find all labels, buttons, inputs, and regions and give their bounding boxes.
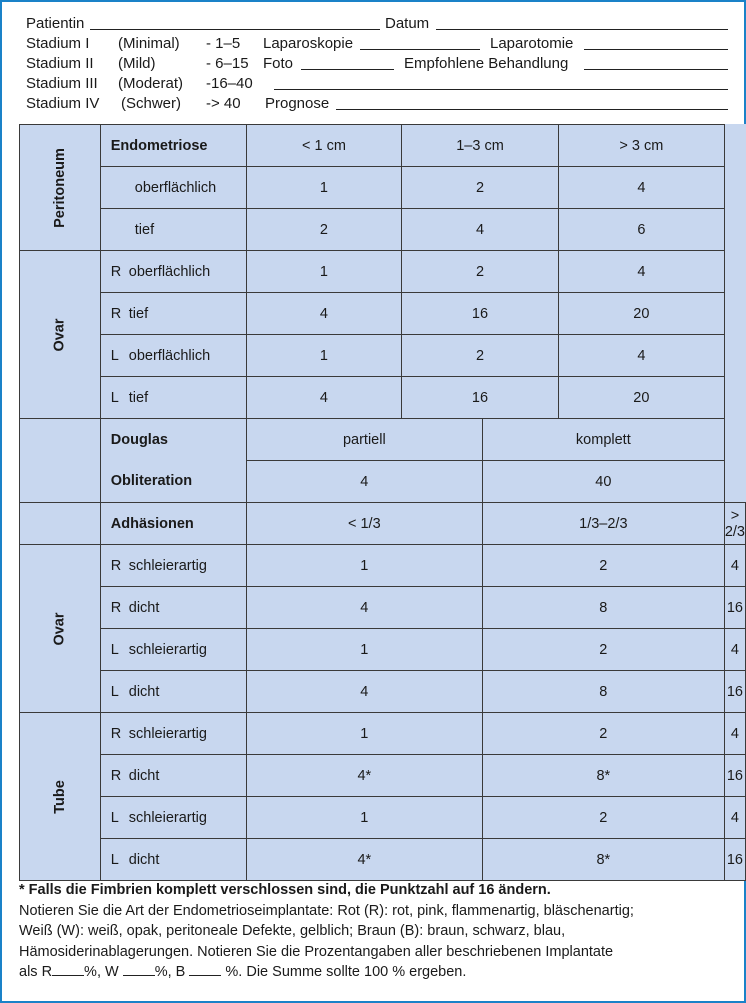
date-label: Datum	[385, 15, 430, 32]
table-row	[20, 251, 746, 293]
group-tube-adhesions: Tube	[20, 713, 101, 881]
col-header: komplett	[482, 419, 724, 461]
score-cell[interactable]: 4	[724, 629, 745, 671]
treatment-field[interactable]	[584, 54, 728, 70]
row-label: R dicht	[100, 587, 246, 629]
stage-row-2	[26, 54, 728, 74]
col-header: 1–3 cm	[402, 125, 559, 167]
score-cell[interactable]: 2	[402, 251, 559, 293]
score-cell[interactable]: 16	[724, 839, 745, 881]
douglas-header-row	[20, 419, 746, 461]
stage-row-1	[26, 34, 728, 54]
col-header: 1/3–2/3	[482, 503, 724, 545]
douglas-values-row	[20, 461, 746, 503]
group-douglas-empty	[20, 419, 101, 503]
table-row	[20, 167, 746, 209]
score-cell[interactable]: 20	[558, 293, 724, 335]
score-cell[interactable]: 8*	[482, 755, 724, 797]
score-cell[interactable]: 2	[402, 335, 559, 377]
group-adhesions-empty	[20, 503, 101, 545]
row-label: L dicht	[100, 839, 246, 881]
score-cell[interactable]: 4*	[246, 755, 482, 797]
date-field[interactable]	[436, 14, 728, 30]
photo-field[interactable]	[301, 54, 394, 70]
table-row	[20, 587, 746, 629]
prognosis-label: Prognose	[265, 95, 330, 112]
score-cell[interactable]: 4	[558, 335, 724, 377]
table-row	[20, 755, 746, 797]
score-cell[interactable]: 1	[246, 713, 482, 755]
table-row	[20, 713, 746, 755]
footer-text-3: Hämosiderinablagerungen. Notieren Sie die Prozentangaben aller beschriebenen Implantate	[19, 943, 614, 960]
row-label: L schleierartig	[100, 629, 246, 671]
stage-name: Stadium I	[26, 35, 90, 52]
score-cell[interactable]: 4	[724, 545, 745, 587]
stage-name: Stadium II	[26, 55, 94, 72]
col-header: > 3 cm	[558, 125, 724, 167]
table-row	[20, 209, 746, 251]
score-cell[interactable]: 4	[246, 461, 482, 503]
score-cell[interactable]: 16	[724, 671, 745, 713]
footer-text-2: Weiß (W): weiß, opak, peritoneale Defekte, gelblich; Braun (B): braun, schwarz, blau,	[19, 923, 566, 939]
group-ovar-endometriosis: Ovar	[20, 251, 101, 419]
score-cell[interactable]: 8	[482, 671, 724, 713]
patient-row	[26, 14, 728, 34]
score-cell[interactable]: 16	[402, 377, 559, 419]
footnotes	[19, 880, 729, 983]
form-header	[26, 14, 728, 114]
white-percent-field[interactable]	[123, 963, 155, 976]
prognosis-field[interactable]	[336, 94, 728, 110]
row-label: L oberflächlich	[100, 335, 246, 377]
row-label: tief	[100, 209, 246, 251]
table-row	[20, 293, 746, 335]
adhesions-header-row	[20, 503, 746, 545]
score-cell[interactable]: 4	[724, 797, 745, 839]
table-row	[20, 377, 746, 419]
score-cell[interactable]: 4	[558, 251, 724, 293]
table-row	[20, 629, 746, 671]
score-cell[interactable]: 4*	[246, 839, 482, 881]
score-cell[interactable]: 40	[482, 461, 724, 503]
score-cell[interactable]: 4	[558, 167, 724, 209]
score-cell[interactable]: 2	[482, 629, 724, 671]
endometriosis-header: Endometriose	[100, 125, 246, 167]
laparoscopy-field[interactable]	[360, 34, 480, 50]
group-peritoneum: Peritoneum	[20, 125, 101, 251]
table-row	[20, 545, 746, 587]
table-row	[20, 839, 746, 881]
patient-field[interactable]	[90, 14, 380, 30]
stage-range: - 6–15	[206, 55, 249, 72]
row-label: L tief	[100, 377, 246, 419]
row-label: R schleierartig	[100, 713, 246, 755]
score-cell[interactable]: 16	[724, 587, 745, 629]
laparotomy-label: Laparotomie	[490, 35, 574, 52]
treatment-label: Empfohlene Behandlung	[404, 55, 569, 72]
score-cell[interactable]: 4	[402, 209, 559, 251]
col-header: partiell	[246, 419, 482, 461]
douglas-label: Douglas	[100, 419, 246, 461]
row-label: oberflächlich	[100, 167, 246, 209]
footer-text-1: Notieren Sie die Art der Endometrioseimplantate: Rot (R): rot, pink, flammenartig, bläschenartig;	[19, 902, 634, 919]
score-cell[interactable]: 1	[246, 545, 482, 587]
patient-label: Patientin	[26, 15, 85, 32]
score-cell[interactable]: 8*	[482, 839, 724, 881]
score-cell[interactable]: 4	[246, 293, 401, 335]
stage-range: -> 40	[206, 95, 241, 112]
col-header: < 1/3	[246, 503, 482, 545]
score-cell[interactable]: 4	[246, 587, 482, 629]
stage-range: -16–40	[206, 75, 253, 92]
score-cell[interactable]: 1	[246, 251, 401, 293]
row-label: R tief	[100, 293, 246, 335]
stage-severity: (Moderat)	[118, 75, 184, 92]
score-cell[interactable]: 2	[482, 797, 724, 839]
table-row	[20, 797, 746, 839]
group-ovar-adhesions: Ovar	[20, 545, 101, 713]
fimbriae-note: * Falls die Fimbrien komplett verschlossen sind, die Punktzahl auf 16 ändern.	[19, 882, 551, 898]
laparoscopy-label: Laparoskopie	[263, 35, 354, 52]
endometriosis-header-row	[20, 125, 746, 167]
score-cell[interactable]: 1	[246, 797, 482, 839]
row-label: L schleierartig	[100, 797, 246, 839]
stage-row-4	[26, 94, 728, 114]
obliteration-label: Obliteration	[100, 461, 246, 503]
red-percent-field[interactable]	[52, 963, 84, 976]
score-cell[interactable]: 4	[246, 671, 482, 713]
stage-range: - 1–5	[206, 35, 241, 52]
score-cell[interactable]: 2	[482, 545, 724, 587]
row-label: R dicht	[100, 755, 246, 797]
row-label: R schleierartig	[100, 545, 246, 587]
score-cell[interactable]: 4	[246, 377, 401, 419]
row-label: L dicht	[100, 671, 246, 713]
row-label: R oberflächlich	[100, 251, 246, 293]
score-cell[interactable]: 2	[482, 713, 724, 755]
score-cell[interactable]: 4	[724, 713, 745, 755]
score-cell[interactable]: 1	[246, 167, 401, 209]
score-cell[interactable]: 16	[724, 755, 745, 797]
score-cell[interactable]: 2	[402, 167, 559, 209]
score-cell[interactable]: 1	[246, 335, 401, 377]
table-row	[20, 671, 746, 713]
stage-name: Stadium IV	[26, 95, 100, 112]
score-cell[interactable]: 8	[482, 587, 724, 629]
laparotomy-field[interactable]	[584, 34, 728, 50]
col-header: > 2/3	[724, 503, 745, 545]
footer-text-4: als R %, W %, B %. Die Summe sollte 100 % ergeben.	[19, 964, 467, 980]
treatment-field-continued[interactable]	[274, 74, 728, 90]
score-cell[interactable]: 6	[558, 209, 724, 251]
stage-row-3	[26, 74, 728, 94]
stage-severity: (Schwer)	[121, 95, 182, 112]
scoring-table	[19, 124, 746, 881]
col-header: < 1 cm	[246, 125, 401, 167]
score-cell[interactable]: 16	[402, 293, 559, 335]
stage-name: Stadium III	[26, 75, 98, 92]
photo-label: Foto	[263, 55, 294, 72]
adhesions-header: Adhäsionen	[100, 503, 246, 545]
stage-severity: (Minimal)	[118, 35, 180, 52]
table-row	[20, 335, 746, 377]
score-cell[interactable]: 2	[246, 209, 401, 251]
stage-severity: (Mild)	[118, 55, 156, 72]
brown-percent-field[interactable]	[189, 963, 221, 976]
score-cell[interactable]: 1	[246, 629, 482, 671]
score-cell[interactable]: 20	[558, 377, 724, 419]
